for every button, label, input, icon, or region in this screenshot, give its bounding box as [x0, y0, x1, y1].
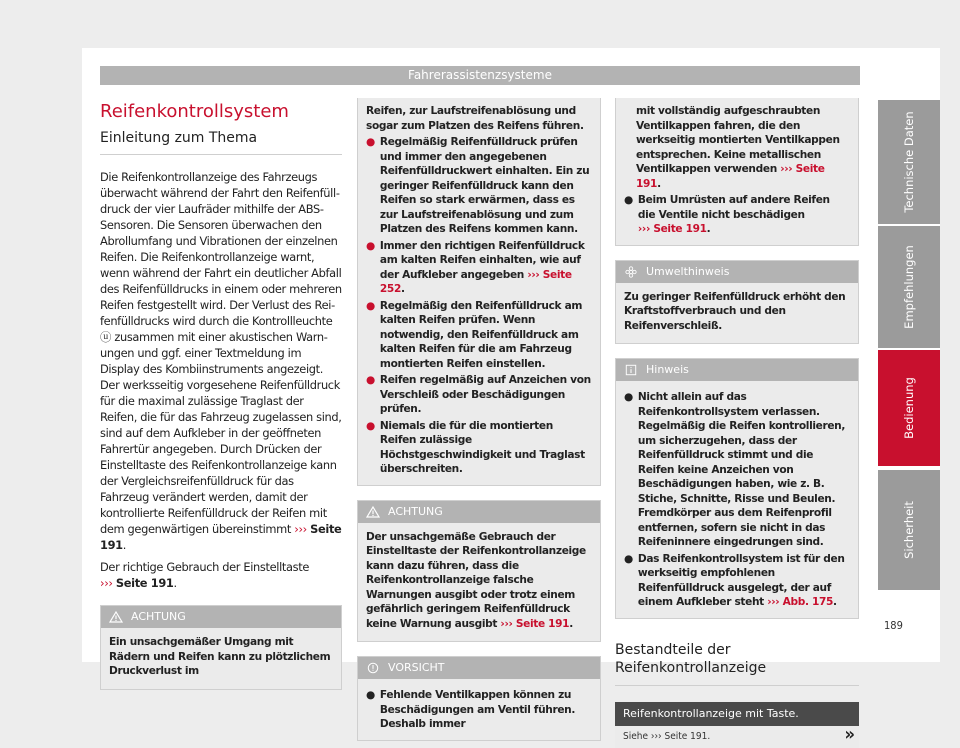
figure-body [615, 723, 859, 748]
column-3 [615, 98, 859, 748]
warning-box-2 [357, 500, 601, 643]
warning-header [358, 501, 600, 523]
warning-label: ACHTUNG [131, 610, 186, 623]
list-item [366, 688, 592, 732]
note-label: Hinweis [646, 363, 689, 376]
environment-box [615, 260, 859, 345]
page-link[interactable]: Seite 191 [636, 163, 825, 190]
warning-label: ACHTUNG [388, 504, 443, 518]
bullet-icon: ● [366, 374, 375, 386]
tab-bedienung[interactable] [878, 350, 940, 466]
list-item-text: Niemals die für die montierten Reifen zulässige Höchstgeschwindigkeit und Traglast überschreiten. [379, 419, 585, 475]
list-item [624, 552, 850, 610]
warning-continued-text: Reifen, zur Laufstreifenablösung und sogar zum Platzen des Reifens führen. [366, 105, 584, 132]
caution-continued-end: . [657, 177, 661, 190]
warning-triangle-icon [366, 506, 380, 518]
intro-text-a: Die Reifenkontrollanzeige des Fahrzeugs überwacht während der Fahrt den Reifenfülldruck der vier Laufräder mithilfe der ABS-Sensoren. Die Sensoren überwachen den Abrollumfang und Vibrationen der einzelnen Reifen. Die Reifenkontrollanzeige warnt, wenn während der Fahrt ein deutlicher Abfall des Reifenfülldrucks in einem oder mehreren Reifen festgestellt wird. Der Verlust des Reifenfülldrucks wird durch die Kontrollleuchte [100, 170, 342, 328]
caution-header [358, 657, 600, 679]
figure-text: Siehe [623, 730, 651, 742]
list-item [366, 373, 592, 417]
bullet-icon: ● [366, 136, 375, 148]
tab-sicherheit[interactable] [878, 470, 940, 590]
column-1 [100, 98, 342, 690]
warning-box-continued [357, 98, 601, 486]
note-body [616, 381, 858, 618]
link-arrows: ››› [650, 730, 662, 742]
next-page-icon[interactable]: » [844, 723, 855, 745]
intro-paragraph [100, 169, 342, 553]
list-item [366, 299, 592, 372]
caution-box [357, 656, 601, 741]
bullet-icon: ● [366, 689, 375, 701]
warning-triangle-icon [109, 611, 123, 623]
flower-icon [624, 266, 638, 278]
link-arrows: ››› [100, 576, 113, 590]
link-arrows: ››› [637, 223, 650, 235]
intro-end: . [122, 538, 127, 552]
link-arrows: ››› [780, 163, 793, 175]
figure-header: Reifenkontrollanzeige mit Taste. [615, 702, 859, 726]
list-item-text: Das Reifenkontrollsystem ist für den werkseitig empfohlenen Reifenfülldruck ausgelegt, der auf einem Aufkleber steht [637, 552, 845, 608]
bullet-icon: ● [366, 299, 375, 312]
warning-body [358, 523, 600, 642]
bullet-icon: ● [624, 194, 633, 206]
caution-text: Fehlende Ventilkappen können zu Beschädigungen am Ventil führen. Deshalb immer [379, 689, 576, 730]
list-item [366, 135, 592, 237]
caution-box-continued [615, 98, 859, 246]
list-item-end: . [400, 283, 405, 295]
caution-circle-icon [366, 662, 380, 674]
link-arrows: ››› [527, 268, 540, 281]
bullet-icon: ● [624, 391, 633, 403]
warning-text-main: Der unsachgemäße Gebrauch der Einstelltaste der Reifenkontrollanzeige kann dazu führen, dass die Reifenkontrollanzeige falsche Warnungen ausgibt oder trotz einem gefährlich geringem Reifenfülldruck keine Warnung ausgibt [366, 530, 586, 630]
environment-text: Zu geringer Reifenfülldruck erhöht den Kraftstoffverbrauch und den Reifenverschleiß. [624, 290, 846, 332]
list-item-text: Regelmäßig Reifenfülldruck prüfen und immer den angegebenen Reifenfülldruckwert einhalten. Ein zu geringer Reifenfülldruck kann den Reifen so stark erwärmen, dass es zur Laufstreifenablösung und zum Platzen des Reifens kommen kann. [379, 136, 590, 235]
caution-continued-main: mit vollständig aufgeschraubten Ventilkappen fahren, die den werkseitig montierten Ventilkappen entsprechen. Keine metallischen Ventilkappen verwenden [636, 105, 840, 175]
tab-label: Bedienung [902, 377, 916, 439]
warning-text: Ein unsachgemäßer Umgang mit Rädern und Reifen kann zu plötzlichem Druckverlust im [109, 636, 331, 677]
settings-paragraph [100, 559, 342, 591]
section-subtitle: Einleitung zum Thema [100, 130, 342, 155]
environment-header [616, 261, 858, 283]
note-header [616, 359, 858, 381]
figure-end: . [707, 730, 711, 742]
page-number: 189 [884, 619, 903, 632]
column-2 [357, 98, 601, 741]
page-link[interactable]: Seite 191 [515, 617, 570, 630]
page-link[interactable]: Seite 252 [379, 268, 572, 295]
page-link[interactable]: Seite 191 [664, 730, 708, 742]
tab-label: Empfehlungen [902, 245, 916, 329]
page-link[interactable]: Seite 191 [100, 522, 342, 552]
tab-empfehlungen[interactable] [878, 226, 940, 348]
warning-header [101, 606, 341, 628]
warning-end: . [569, 617, 573, 630]
caution-continued-text [624, 104, 850, 191]
tab-technische-daten[interactable] [878, 100, 940, 224]
section-header: Fahrerassistenzsysteme [100, 66, 860, 85]
page-link[interactable]: Seite 191 [653, 223, 707, 235]
settings-end: . [173, 576, 177, 590]
note-box [615, 358, 859, 619]
tab-label: Sicherheit [902, 501, 916, 559]
section-subtitle-2: Bestandteile der Reifenkontrollanzeige [615, 641, 859, 686]
list-item [624, 193, 850, 237]
list-item-text: Immer den richtigen Reifenfülldruck am kalten Reifen einhalten, wie auf der Aufkleber angegeben [379, 239, 585, 281]
settings-text: Der richtige Gebrauch der Einstelltaste [100, 560, 310, 574]
list-item-text: Beim Umrüsten auf andere Reifen die Ventile nicht beschädigen [637, 194, 830, 221]
list-item [624, 390, 850, 550]
page-title: Reifenkontrollsystem [100, 101, 289, 122]
list-item-end: . [833, 596, 837, 608]
list-item [366, 239, 592, 297]
list-item-text: Regelmäßig den Reifenfülldruck am kalten Reifen prüfen. Wenn notwendig, den Reifenfülldruck am kalten Reifen für die am Fahrzeug montierten Reifen einstellen. [379, 299, 583, 370]
bullet-icon: ● [624, 552, 633, 565]
environment-body [616, 283, 858, 344]
info-icon [624, 364, 638, 376]
link-arrows: ››› [500, 617, 513, 630]
intro-text-b: zusammen mit einer akustischen Warnungen und ggf. einer Textmeldung im Display des Kombiinstruments angezeigt. Der werksseitig vorgesehene Reifenfülldruck für die maximal zulässige Traglast der Reifen, die für das Fahrzeug zugelassen sind, sind auf dem Aufkleber in der geöffneten Fahrertür angegeben. Durch Drücken der Einstelltaste des Reifenkontrollanzeige kann der Vergleichsreifenfülldruck für das Fahrzeug verändert werden, damit der kontrollierte Reifenfülldruck der Reifen mit dem gegenwärtigen übereinstimmt [100, 330, 342, 536]
caution-body-continued [616, 98, 858, 245]
tire-pressure-warning-icon: ⓤ [100, 330, 112, 344]
caution-label: VORSICHT [388, 661, 445, 674]
list-item [366, 419, 592, 477]
environment-label: Umwelthinweis [646, 264, 730, 278]
link-arrows: ››› [767, 596, 780, 608]
list-item-text: Nicht allein auf das Reifenkontrollsystem verlassen. Regelmäßig die Reifen kontrollieren, um sicherzugehen, dass der Reifenfülldruck stimmt und die Reifen keine Anzeichen von Beschädigungen haben, wie z. B. Stiche, Schnitte, Risse und Beulen. Fremdkörper aus dem Reifenprofil entfernen, sofern sie nicht in das Reifeninnere eingedrungen sind. [637, 391, 846, 548]
page-link[interactable]: Seite 191 [115, 576, 174, 590]
figure-link[interactable]: Abb. 175 [782, 596, 834, 608]
tab-label: Technische Daten [902, 111, 916, 213]
warning-text [366, 530, 592, 632]
list-item-text: Reifen regelmäßig auf Anzeichen von Verschleiß oder Beschädigungen prüfen. [379, 374, 591, 415]
list-item-end: . [706, 223, 711, 235]
warning-body-continued [358, 98, 600, 485]
bullet-icon: ● [366, 419, 375, 432]
link-arrows: ››› [294, 522, 307, 536]
warning-body [101, 628, 341, 689]
caution-body [358, 679, 600, 740]
warning-box [100, 605, 342, 690]
bullet-icon: ● [366, 239, 375, 252]
